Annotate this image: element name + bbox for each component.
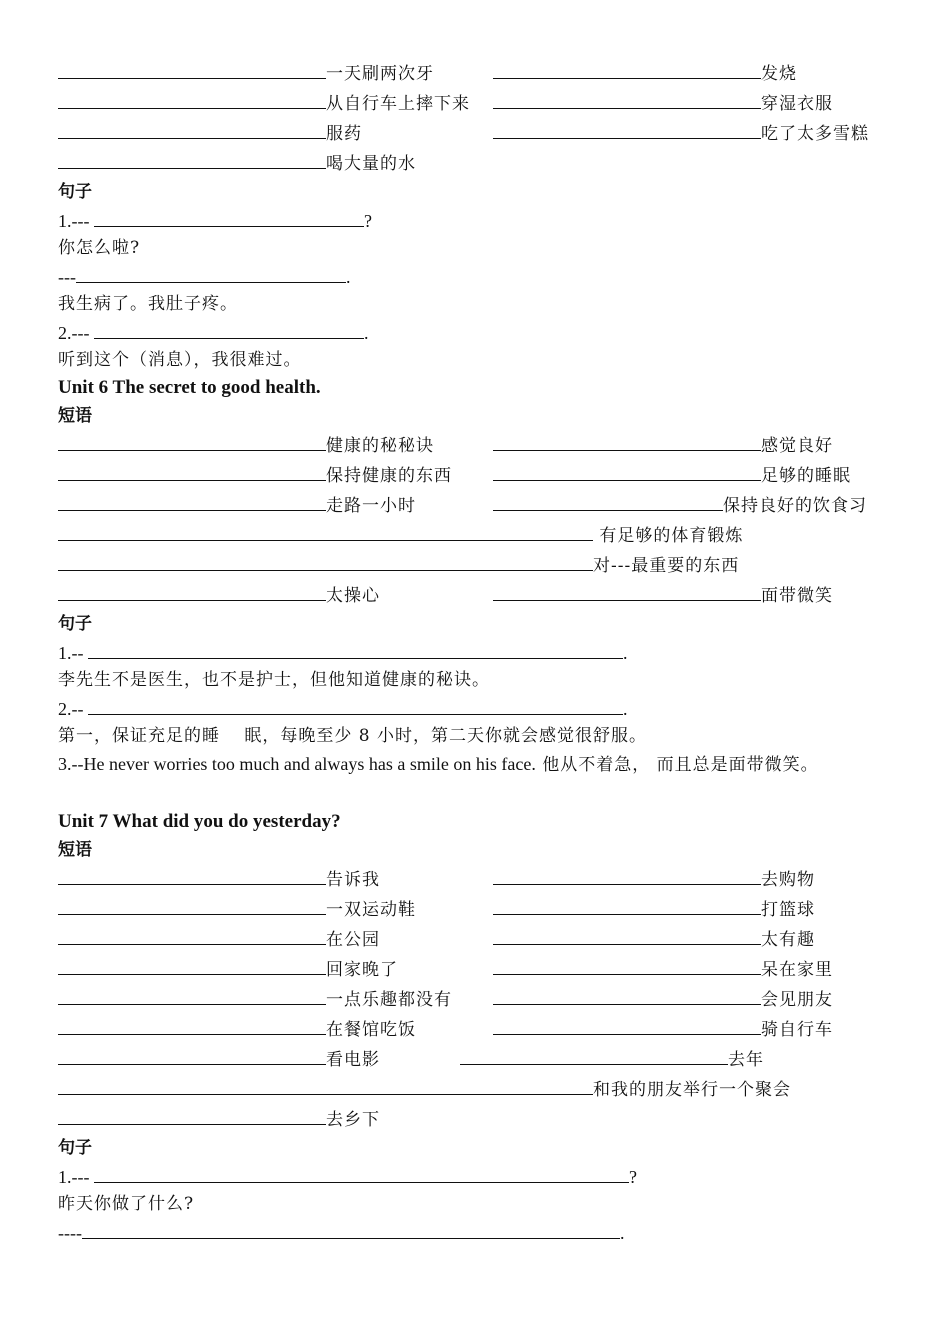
- answer-blank[interactable]: [58, 1014, 326, 1035]
- phrase-label: 告诉我: [326, 870, 380, 890]
- sentence-row: [58, 1162, 918, 1190]
- answer-blank[interactable]: [82, 1218, 620, 1239]
- sentence-end: .: [345, 267, 351, 287]
- unit-title: Unit 6 The secret to good health.: [58, 377, 321, 398]
- sentence-end: .: [623, 643, 628, 663]
- phrase-row: [58, 550, 918, 580]
- phrase-row: [58, 924, 918, 954]
- phrase-label: 骑自行车: [761, 1020, 833, 1040]
- sentence-translation: 第一，保证充足的睡 眠，每晚至少 8 小时，第二天你就会感觉很舒服。: [58, 726, 648, 746]
- sentence-english: 3.--He never worries too much and always has a smile on his face.: [58, 754, 536, 774]
- sentence-end: .: [623, 699, 628, 719]
- phrase-row: [58, 1074, 918, 1104]
- answer-blank[interactable]: [58, 550, 593, 571]
- phrase-row: [58, 88, 918, 118]
- phrase-label: 感觉良好: [761, 436, 833, 456]
- answer-blank[interactable]: [58, 1104, 326, 1125]
- phrase-label: 看电影: [326, 1050, 380, 1070]
- phrase-label: 一双运动鞋: [326, 900, 416, 920]
- sentence-end: .: [363, 323, 369, 343]
- answer-blank[interactable]: [460, 1044, 728, 1065]
- sentence-end: ?: [363, 211, 372, 231]
- phrase-label: 在公园: [326, 930, 380, 950]
- phrase-label: 去乡下: [326, 1110, 380, 1130]
- phrase-row: [58, 1044, 918, 1074]
- sentence-row: [58, 638, 918, 666]
- sentence-end: ?: [628, 1167, 637, 1187]
- phrase-label: 去购物: [761, 870, 815, 890]
- answer-blank[interactable]: [58, 148, 326, 169]
- answer-blank[interactable]: [58, 430, 326, 451]
- sentence-translation: 听到这个（消息），我很难过。: [58, 350, 302, 370]
- phrase-label: 太有趣: [761, 930, 815, 950]
- unit-title: Unit 7 What did you do yesterday?: [58, 811, 341, 832]
- answer-blank[interactable]: [493, 1014, 761, 1035]
- answer-blank[interactable]: [493, 894, 761, 915]
- sentences-heading: 句子: [58, 182, 92, 202]
- answer-blank[interactable]: [58, 1044, 326, 1065]
- sentence-prefix: ---: [58, 267, 76, 287]
- phrase-label: 一天刷两次牙: [326, 64, 434, 84]
- phrase-row: [58, 864, 918, 894]
- sentence-row: [58, 1218, 918, 1246]
- answer-blank[interactable]: [493, 460, 761, 481]
- phrase-label: 在餐馆吃饭: [326, 1020, 416, 1040]
- sentence-row: [58, 750, 918, 778]
- phrase-row: [58, 1104, 918, 1134]
- phrase-row: [58, 490, 918, 520]
- answer-blank[interactable]: [94, 318, 364, 339]
- answer-blank[interactable]: [76, 262, 346, 283]
- sentence-row: [58, 318, 918, 346]
- phrase-row: [58, 460, 918, 490]
- answer-blank[interactable]: [493, 924, 761, 945]
- answer-blank[interactable]: [493, 490, 723, 511]
- sentence-prefix: ----: [58, 1223, 82, 1243]
- answer-blank[interactable]: [58, 924, 326, 945]
- phrase-row: [58, 148, 918, 178]
- phrase-label: 和我的朋友举行一个聚会: [593, 1080, 791, 1100]
- answer-blank[interactable]: [58, 580, 326, 601]
- phrase-label: 喝大量的水: [326, 154, 416, 174]
- phrase-label: 面带微笑: [761, 586, 833, 606]
- phrase-row: [58, 1014, 918, 1044]
- phrase-row: [58, 430, 918, 460]
- sentence-translation: 我生病了。我肚子疼。: [58, 294, 238, 314]
- answer-blank[interactable]: [58, 1074, 593, 1095]
- sentence-translation: 他从不着急， 而且总是面带微笑。: [535, 755, 819, 775]
- answer-blank[interactable]: [58, 520, 593, 541]
- sentence-prefix: 2.--: [58, 699, 88, 719]
- sentence-row: [58, 262, 918, 290]
- answer-blank[interactable]: [88, 638, 623, 659]
- answer-blank[interactable]: [493, 118, 761, 139]
- phrase-label: 保持良好的饮食习: [723, 496, 867, 516]
- phrase-label: 穿湿衣服: [761, 94, 833, 114]
- phrase-row: [58, 118, 918, 148]
- sentence-translation: 李先生不是医生，也不是护士，但他知道健康的秘诀。: [58, 670, 490, 690]
- answer-blank[interactable]: [58, 88, 326, 109]
- worksheet-page: [58, 58, 918, 1246]
- phrase-label: 吃了太多雪糕: [761, 124, 869, 144]
- answer-blank[interactable]: [493, 88, 761, 109]
- phrases-heading: 短语: [58, 406, 92, 426]
- answer-blank[interactable]: [493, 430, 761, 451]
- answer-blank[interactable]: [493, 58, 761, 79]
- sentences-heading: 句子: [58, 614, 92, 634]
- answer-blank[interactable]: [58, 984, 326, 1005]
- phrase-label: 服药: [326, 124, 362, 144]
- answer-blank[interactable]: [58, 490, 326, 511]
- phrase-label: 保持健康的东西: [326, 466, 452, 486]
- sentence-prefix: 2.---: [58, 323, 94, 343]
- sentence-prefix: 1.---: [58, 1167, 94, 1187]
- sentence-prefix: 1.--: [58, 643, 88, 663]
- answer-blank[interactable]: [58, 118, 326, 139]
- phrase-label: 健康的秘秘诀: [326, 436, 434, 456]
- answer-blank[interactable]: [58, 894, 326, 915]
- phrase-label: 打篮球: [761, 900, 815, 920]
- answer-blank[interactable]: [88, 694, 623, 715]
- phrase-row: [58, 894, 918, 924]
- answer-blank[interactable]: [493, 580, 761, 601]
- phrase-label: 对---最重要的东西: [593, 556, 740, 576]
- phrase-label: 从自行车上摔下来: [326, 94, 470, 114]
- phrase-label: 去年: [728, 1050, 764, 1070]
- sentence-row: [58, 206, 918, 234]
- phrase-label: 走路一小时: [326, 496, 416, 516]
- answer-blank[interactable]: [94, 206, 364, 227]
- phrase-row: [58, 984, 918, 1014]
- phrase-row: [58, 520, 918, 550]
- phrase-label: 回家晚了: [326, 960, 398, 980]
- sentence-row: [58, 694, 918, 722]
- phrase-row: [58, 58, 918, 88]
- phrase-label: 太操心: [326, 586, 380, 606]
- answer-blank[interactable]: [58, 460, 326, 481]
- phrases-heading: 短语: [58, 840, 92, 860]
- sentences-heading: 句子: [58, 1138, 92, 1158]
- phrase-label: 呆在家里: [761, 960, 833, 980]
- answer-blank[interactable]: [94, 1162, 629, 1183]
- sentence-prefix: 1.---: [58, 211, 94, 231]
- phrase-row: [58, 954, 918, 984]
- sentence-translation: 昨天你做了什么?: [58, 1194, 195, 1214]
- answer-blank[interactable]: [493, 864, 761, 885]
- answer-blank[interactable]: [58, 864, 326, 885]
- answer-blank[interactable]: [493, 984, 761, 1005]
- sentence-translation: 你怎么啦?: [58, 238, 141, 258]
- phrase-row: [58, 580, 918, 610]
- spacer: [58, 778, 918, 808]
- phrase-label: 足够的睡眠: [761, 466, 851, 486]
- phrase-label: 一点乐趣都没有: [326, 990, 452, 1010]
- answer-blank[interactable]: [493, 954, 761, 975]
- phrase-label: 会见朋友: [761, 990, 833, 1010]
- sentence-end: .: [619, 1223, 625, 1243]
- answer-blank[interactable]: [58, 58, 326, 79]
- phrase-label: 发烧: [761, 64, 797, 84]
- phrase-label: 有足够的体育锻炼: [593, 526, 744, 546]
- answer-blank[interactable]: [58, 954, 326, 975]
